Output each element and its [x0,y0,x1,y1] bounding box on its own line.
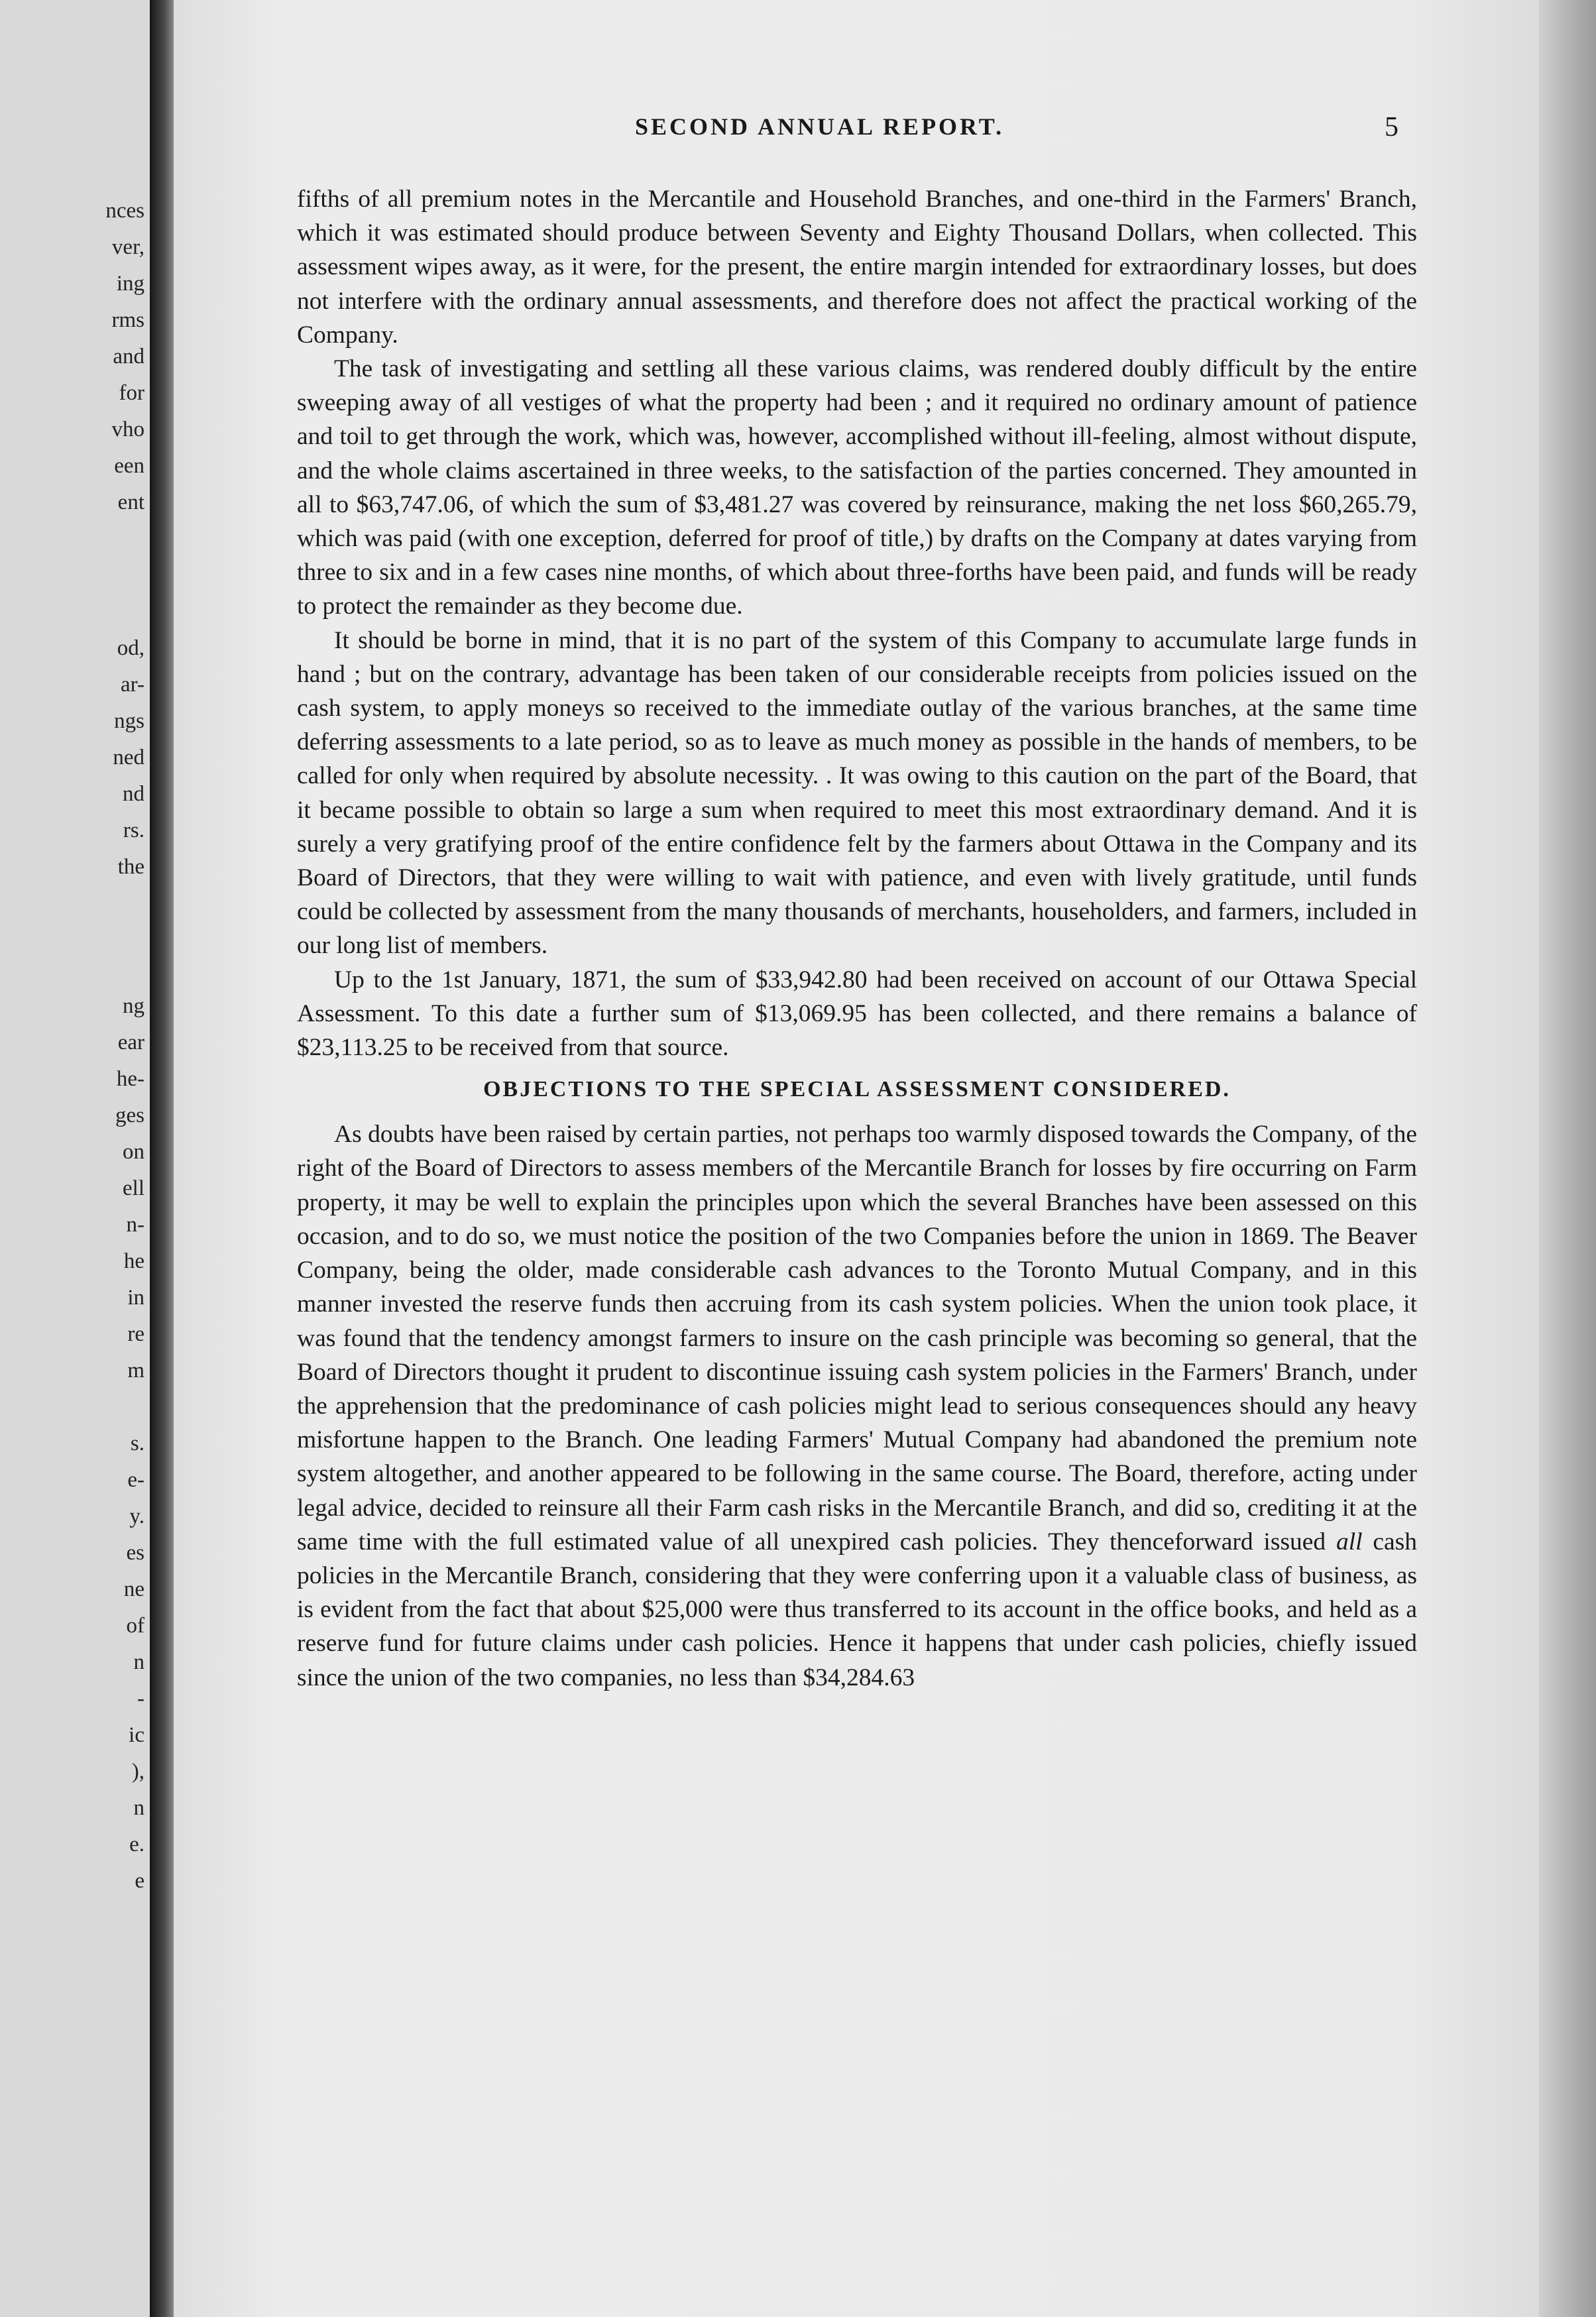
facing-page-text-fragment: ned [113,746,144,769]
body-text [297,182,1417,1695]
facing-page-text-fragment: ne [123,1577,144,1601]
facing-page-text-fragment: he- [116,1067,144,1091]
text-run: cash policies in the Mercantile Branch, considering that they were conferring upon it a valuable class of business, as is evident from the fact that about $25,000 were thus transferred to its account in the office books, and held as a reserve fund for future claims under cash policies. Hence it happens that under cash policies, chiefly issued since the union of the two companies, no less than $34,284.63 [297,1528,1417,1691]
facing-page-text-fragment: nd [123,782,144,806]
facing-page-text-fragment: for [119,381,144,405]
paragraph-claims-settlement: The task of investigating and settling all these various claims, was rendered doubly difficult by the entire sweeping away of all vestiges of what the property had been ; and it required no ordinary amount of patience and toil to get through the work, which was, however, accomplished without ill-feeling, almost without dispute, and the whole claims ascertained in three weeks, to the satisfaction of the parties concerned. They amounted in all to $63,747.06, of which the sum of $3,481.27 was covered by reinsurance, making the net loss $60,265.79, which was paid (with one exception, deferred for proof of title,) by drafts on the Company at dates varying from three to six and in a few cases nine months, of which about three-forths have been paid, and funds will be ready to protect the remainder as they become due. [297,355,1417,620]
facing-page-text-fragment: on [123,1140,144,1164]
facing-page-text-fragment: es [126,1541,144,1565]
facing-page-text-fragment: ges [115,1103,144,1127]
facing-page-text-fragment: ), [131,1760,144,1783]
facing-page-text-fragment: ngs [114,709,144,733]
page-number: 5 [1385,112,1398,142]
facing-page-text-fragment: ver, [111,235,144,259]
facing-page-text-fragment: od, [117,636,144,660]
page-header [457,111,1452,151]
facing-page-text-fragment: ing [116,272,144,296]
facing-page-text-fragment: of [126,1614,144,1638]
book-gutter [150,0,174,2317]
facing-page-text-fragment: ng [123,994,144,1018]
running-head: SECOND ANNUAL REPORT. [635,113,1005,140]
section-heading: OBJECTIONS TO THE SPECIAL ASSESSMENT CONSIDERED. [483,1077,1231,1102]
paragraph-funds-policy: It should be borne in mind, that it is no part of the system of this Company to accumulate large funds in hand ; but on the contrary, advantage has been taken of our considerable receipts from policies issued on the cash system, to apply moneys so received to the immediate outlay of the various branches, at the same time deferring assessments to a late period, so as to leave as much money as possible in the hands of members, to be called for only when required by absolute necessity. . It was owing to this caution on the part of the Board, that it became possible to obtain so large a sum when required to meet this most extraordinary demand. And it is surely a very gratifying proof of the entire confidence felt by the farmers about Ottawa in the Company and its Board of Directors, that they were willing to wait with patience, and even with lively gratitude, until funds could be collected by assessment from the many thousands of merchants, householders, and farmers, included in our long list of members. [297,626,1417,960]
facing-page-text-fragment: een [114,454,144,478]
facing-page-text-fragment: e- [127,1468,144,1492]
paragraph-special-assessment: Up to the 1st January, 1871, the sum of $33,942.80 had been received on account of our Ottawa Special Assessment. To this date a further sum of $13,069.95 has been collected, and there remains a balance of $23,113.25 to be received from that source. [297,966,1417,1062]
facing-page-text-fragment: n [133,1650,144,1674]
facing-page-text-fragment: he [123,1249,144,1273]
facing-page-text-fragment: the [117,855,144,879]
page-edge [1539,0,1596,2317]
facing-page-text-fragment: rs. [123,819,144,842]
facing-page-text-fragment: ar- [121,673,144,697]
facing-page-text-fragment: e. [129,1833,144,1856]
facing-page-text-fragment: ent [117,490,144,514]
facing-page-text-fragment: n [133,1796,144,1820]
facing-page-text-fragment: nces [105,199,144,223]
facing-page-text-fragment: n- [126,1213,144,1237]
facing-page-text-fragment: ic [129,1723,144,1747]
paragraph-objections [297,1117,1417,1694]
facing-page-text-fragment: rms [111,308,144,332]
facing-page-text-fragment: ell [123,1176,144,1200]
facing-page-text-fragment: - [137,1687,144,1711]
facing-page-text-fragment: s. [130,1432,144,1455]
emphasis-text: all [1336,1528,1363,1555]
facing-page-fragment [0,0,150,2317]
paragraph-continued: fifths of all premium notes in the Mercantile and Household Branches, and one-third in the Farmers' Branch, which it was estimated should produce between Seventy and Eighty Thousand Dollars, when collected. This assessment wipes away, as it were, for the present, the entire margin intended for extraordinary losses, but does not interfere with the ordinary annual assessments, and therefore does not affect the practical working of the Company. [297,186,1417,349]
facing-page-text-fragment: re [127,1322,144,1346]
text-run: As doubts have been raised by certain parties, not perhaps too warmly disposed towards the Company, of the right of the Board of Directors to assess members of the Mercantile Branch for losses by fire occurring on Farm property, it may be well to explain the principles upon which the several Branches have been assessed on this occasion, and to do so, we must notice the position of the two Companies before the union in 1869. The Beaver Company, being the older, made considerable cash advances to the Toronto Mutual Company, and in this manner invested the reserve funds then accruing from its cash system policies. When the union took place, it was found that the tendency amongst farmers to insure on the cash principle was becoming so general, that the Board of Directors thought it prudent to discontinue issuing cash system policies in the Farmers' Branch, under the apprehension that the predominance of cash policies might lead to serious consequences should any heavy misfortune happen to the Branch. One leading Farmers' Mutual Company had abandoned the premium note system altogether, and another appeared to be following in the same course. The Board, therefore, acting under legal advice, decided to reinsure all their Farm cash risks in the Mercantile Branch, and did so, crediting it at the same time with the full estimated value of all unexpired cash policies. They thenceforward issued [297,1121,1417,1555]
facing-page-text-fragment: m [127,1359,144,1383]
facing-page-text-fragment: in [127,1286,144,1310]
facing-page-text-fragment: y. [129,1504,144,1528]
facing-page-text-fragment: e [135,1869,144,1893]
facing-page-text-fragment: vho [111,418,144,441]
facing-page-text-fragment: ear [117,1031,144,1054]
facing-page-text-fragment: and [113,345,144,368]
